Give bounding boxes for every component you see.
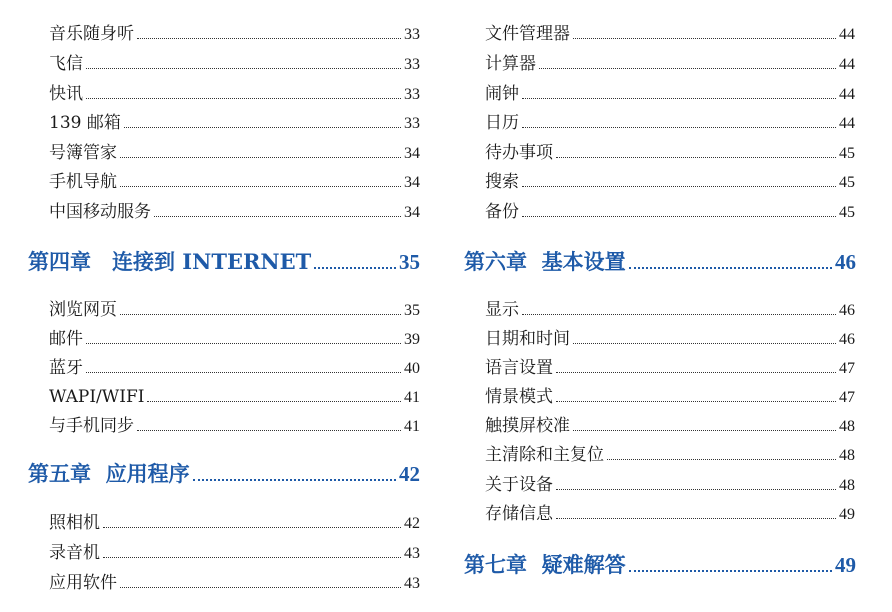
toc-entry[interactable] xyxy=(49,415,420,437)
toc-entry-title: 搜索 xyxy=(485,172,519,192)
leader-dots xyxy=(193,461,396,481)
toc-entry-title: 蓝牙 xyxy=(49,358,83,378)
toc-entry-page: 39 xyxy=(404,331,420,348)
toc-entry[interactable] xyxy=(49,386,420,408)
leader-dots xyxy=(556,358,836,373)
toc-entry[interactable] xyxy=(485,23,855,45)
toc-entry[interactable] xyxy=(49,201,420,223)
toc-entry[interactable] xyxy=(49,23,420,45)
toc-entry-title: 邮件 xyxy=(49,329,83,349)
toc-entry-page: 44 xyxy=(839,86,855,103)
toc-entry[interactable] xyxy=(49,572,420,594)
toc-entry-page: 34 xyxy=(404,174,420,191)
toc-entry-page: 45 xyxy=(839,174,855,191)
toc-entry[interactable] xyxy=(49,512,420,534)
toc-entry-title: 语言设置 xyxy=(485,358,553,378)
toc-entry[interactable] xyxy=(49,328,420,350)
toc-entry-page: 44 xyxy=(839,26,855,43)
toc-entry-page: 41 xyxy=(404,418,420,435)
leader-dots xyxy=(629,249,832,269)
leader-dots xyxy=(629,552,832,572)
chapter-page: 49 xyxy=(835,553,856,577)
toc-entry[interactable] xyxy=(485,503,855,525)
toc-entry-page: 33 xyxy=(404,56,420,73)
toc-entry-title: 计算器 xyxy=(485,54,536,74)
leader-dots xyxy=(556,143,836,158)
toc-entry[interactable] xyxy=(485,299,855,321)
toc-entry[interactable] xyxy=(49,357,420,379)
chapter-page: 42 xyxy=(399,462,420,486)
chapter-heading[interactable] xyxy=(464,551,856,579)
toc-entry-title: 待办事项 xyxy=(485,143,553,163)
leader-dots xyxy=(522,84,836,99)
chapter-title: 第五章 应用程序 xyxy=(28,461,190,486)
toc-entry-page: 43 xyxy=(404,575,420,592)
toc-entry-title: 文件管理器 xyxy=(485,24,570,44)
toc-entry-page: 33 xyxy=(404,26,420,43)
toc-entry-title: 照相机 xyxy=(49,513,100,533)
toc-entry-title: 日历 xyxy=(485,113,519,133)
toc-entry-title: WAPI/WIFI xyxy=(49,387,145,407)
chapter-heading[interactable] xyxy=(28,460,420,488)
toc-entry-title: 日期和时间 xyxy=(485,329,570,349)
toc-entry[interactable] xyxy=(485,474,855,496)
leader-dots xyxy=(314,249,396,269)
toc-entry[interactable] xyxy=(485,357,855,379)
toc-entry-title: 应用软件 xyxy=(49,573,117,593)
toc-entry-title: 存储信息 xyxy=(485,504,553,524)
chapter-heading[interactable] xyxy=(28,248,420,276)
toc-entry-title: 浏览网页 xyxy=(49,300,117,320)
toc-entry-page: 35 xyxy=(404,302,420,319)
leader-dots xyxy=(522,172,836,187)
toc-entry-title: 关于设备 xyxy=(485,475,553,495)
toc-entry-page: 44 xyxy=(839,115,855,132)
toc-entry-page: 48 xyxy=(839,418,855,435)
toc-entry-title: 与手机同步 xyxy=(49,416,134,436)
leader-dots xyxy=(573,24,836,39)
toc-entry-title: 手机导航 xyxy=(49,172,117,192)
chapter-title: 第七章 疑难解答 xyxy=(464,552,626,577)
toc-entry[interactable] xyxy=(485,171,855,193)
toc-entry[interactable] xyxy=(49,112,420,134)
chapter-page: 35 xyxy=(399,250,420,274)
toc-entry-title: 飞信 xyxy=(49,54,83,74)
leader-dots xyxy=(86,84,401,99)
toc-entry-page: 48 xyxy=(839,477,855,494)
toc-entry-title: 音乐随身听 xyxy=(49,24,134,44)
toc-entry-title: 快讯 xyxy=(49,84,83,104)
leader-dots xyxy=(86,54,401,69)
leader-dots xyxy=(103,543,401,558)
toc-entry-page: 40 xyxy=(404,360,420,377)
toc-entry-title: 备份 xyxy=(485,202,519,222)
toc-entry-page: 34 xyxy=(404,204,420,221)
leader-dots xyxy=(522,113,836,128)
leader-dots xyxy=(539,54,836,69)
leader-dots xyxy=(607,445,836,460)
toc-entry[interactable] xyxy=(49,542,420,564)
toc-entry[interactable] xyxy=(485,83,855,105)
toc-entry-title: 139 邮箱 xyxy=(49,113,121,133)
leader-dots xyxy=(522,202,836,217)
toc-entry[interactable] xyxy=(485,201,855,223)
toc-entry[interactable] xyxy=(485,142,855,164)
leader-dots xyxy=(147,387,401,402)
leader-dots xyxy=(120,172,401,187)
leader-dots xyxy=(86,358,401,373)
toc-entry[interactable] xyxy=(49,299,420,321)
toc-entry[interactable] xyxy=(49,83,420,105)
leader-dots xyxy=(556,504,836,519)
leader-dots xyxy=(556,475,836,490)
leader-dots xyxy=(120,573,401,588)
toc-entry-page: 41 xyxy=(404,389,420,406)
toc-entry-page: 43 xyxy=(404,545,420,562)
toc-entry[interactable] xyxy=(485,53,855,75)
toc-entry-page: 49 xyxy=(839,506,855,523)
toc-entry-page: 33 xyxy=(404,115,420,132)
toc-entry[interactable] xyxy=(485,444,855,466)
leader-dots xyxy=(556,387,836,402)
toc-entry-page: 34 xyxy=(404,145,420,162)
toc-entry-title: 号簿管家 xyxy=(49,143,117,163)
toc-entry-page: 33 xyxy=(404,86,420,103)
toc-entry-title: 录音机 xyxy=(49,543,100,563)
toc-entry-title: 触摸屏校准 xyxy=(485,416,570,436)
leader-dots xyxy=(120,143,401,158)
leader-dots xyxy=(137,416,401,431)
toc-entry[interactable] xyxy=(49,171,420,193)
toc-entry-page: 46 xyxy=(839,302,855,319)
chapter-page: 46 xyxy=(835,250,856,274)
toc-entry-page: 48 xyxy=(839,447,855,464)
toc-entry[interactable] xyxy=(485,386,855,408)
toc-entry-page: 45 xyxy=(839,145,855,162)
toc-entry-page: 46 xyxy=(839,331,855,348)
leader-dots xyxy=(124,113,401,128)
leader-dots xyxy=(154,202,401,217)
toc-entry-page: 42 xyxy=(404,515,420,532)
toc-entry[interactable] xyxy=(49,53,420,75)
leader-dots xyxy=(103,513,401,528)
chapter-title: 第六章 基本设置 xyxy=(464,249,626,274)
chapter-title: 第四章 连接到 INTERNET xyxy=(28,249,312,274)
toc-entry-page: 45 xyxy=(839,204,855,221)
leader-dots xyxy=(86,329,401,344)
toc-entry-title: 闹钟 xyxy=(485,84,519,104)
toc-entry-page: 47 xyxy=(839,360,855,377)
toc-entry[interactable] xyxy=(485,328,855,350)
toc-entry-page: 47 xyxy=(839,389,855,406)
toc-entry-title: 中国移动服务 xyxy=(49,202,151,222)
toc-entry[interactable] xyxy=(485,112,855,134)
leader-dots xyxy=(573,416,836,431)
toc-entry[interactable] xyxy=(485,415,855,437)
leader-dots xyxy=(573,329,836,344)
toc-entry[interactable] xyxy=(49,142,420,164)
toc-entry-page: 44 xyxy=(839,56,855,73)
toc-entry-title: 情景模式 xyxy=(485,387,553,407)
leader-dots xyxy=(522,300,836,315)
leader-dots xyxy=(137,24,401,39)
toc-entry-title: 主清除和主复位 xyxy=(485,445,604,465)
chapter-heading[interactable] xyxy=(464,248,856,276)
leader-dots xyxy=(120,300,401,315)
toc-entry-title: 显示 xyxy=(485,300,519,320)
